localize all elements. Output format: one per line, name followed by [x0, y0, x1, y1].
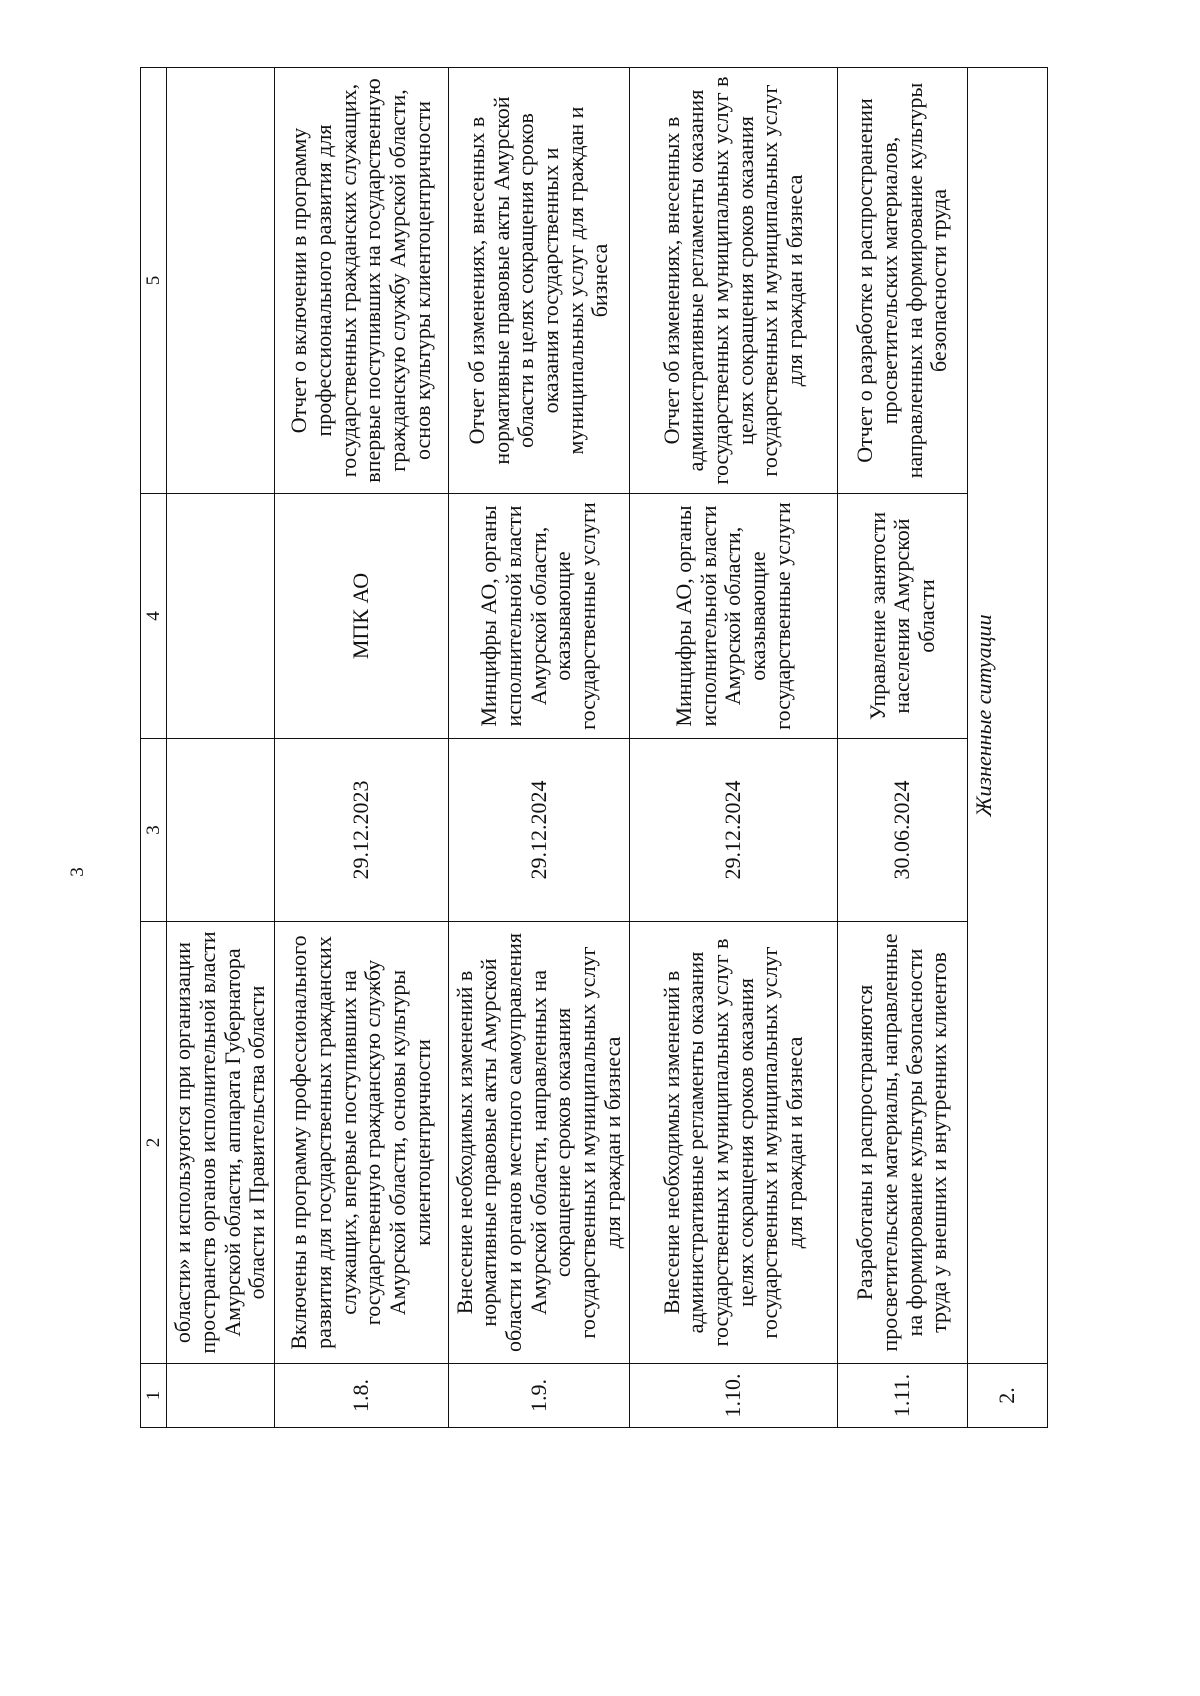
row-executor: Минцифры АО, органы исполнительной власти Амурской области, оказывающие государственные услуги [630, 494, 838, 739]
rotated-table-wrapper [140, 68, 1040, 1428]
section-row [968, 68, 1048, 1428]
header-col-3: 3 [141, 739, 167, 922]
row-date [167, 739, 275, 922]
row-action: Внесение необходимых изменений в нормативные правовые акты Амурской области и органов местного самоуправления Амурской области, направленных на сокращение сроков оказания государственных и муниципальных услуг для граждан и бизнеса [448, 922, 629, 1364]
row-result: Отчет о разработке и распространении просветительских материалов, направленных на формирование культуры безопасности труда [838, 68, 968, 494]
row-number: 1.11. [838, 1364, 968, 1428]
header-col-4: 4 [141, 494, 167, 739]
table-row [448, 68, 629, 1428]
header-row [141, 68, 167, 1428]
row-date: 29.12.2024 [630, 739, 838, 922]
row-result [167, 68, 275, 494]
row-action: Включены в программу профессионального развития для государственных гражданских служащих, впервые поступивших на государственную гражданскую службу Амурской области, основы культуры клиентоцентричности [274, 922, 448, 1364]
section-title: Жизненные ситуации [968, 68, 1048, 1364]
table-row [630, 68, 838, 1428]
row-number: 1.9. [448, 1364, 629, 1428]
row-number [167, 1364, 275, 1428]
row-number: 1.10. [630, 1364, 838, 1428]
row-number: 1.8. [274, 1364, 448, 1428]
row-action: Разработаны и распространяются просветительские материалы, направленные на формирование культуры безопасности труда у внешних и внутренних клиентов [838, 922, 968, 1364]
plan-table [140, 67, 1048, 1428]
table-row [274, 68, 448, 1428]
row-executor [167, 494, 275, 739]
header-col-5: 5 [141, 68, 167, 494]
row-result: Отчет об изменениях, внесенных в административные регламенты оказания государственных и муниципальных услуг в целях сокращения сроков оказания государственных и муниципальных услуг для граждан и бизнеса [630, 68, 838, 494]
row-date: 29.12.2023 [274, 739, 448, 922]
header-col-1: 1 [141, 1364, 167, 1428]
row-action: области» и используются при организации пространств органов исполнительной власти Амурской области, аппарата Губернатора области и Правительства области [167, 922, 275, 1364]
row-executor: Минцифры АО, органы исполнительной власти Амурской области, оказывающие государственные услуги [448, 494, 629, 739]
header-col-2: 2 [141, 922, 167, 1364]
table-row [838, 68, 968, 1428]
section-number: 2. [968, 1364, 1048, 1428]
row-date: 29.12.2024 [448, 739, 629, 922]
row-action: Внесение необходимых изменений в административные регламенты оказания государственных и муниципальных услуг в целях сокращения сроков оказания государственных и муниципальных услуг для граждан и бизнеса [630, 922, 838, 1364]
row-date: 30.06.2024 [838, 739, 968, 922]
row-result: Отчет о включении в программу профессионального развития для государственных гражданских служащих, впервые поступивших на государственную гражданскую службу Амурской области, основ культуры клиентоцентричности [274, 68, 448, 494]
page-number: 3 [67, 867, 88, 877]
table-row [167, 68, 275, 1428]
row-result: Отчет об изменениях, внесенных в нормативные правовые акты Амурской области в целях сокращения сроков оказания государственных и муниципальных услуг для граждан и бизнеса [448, 68, 629, 494]
row-executor: Управление занятости населения Амурской области [838, 494, 968, 739]
row-executor: МПК АО [274, 494, 448, 739]
